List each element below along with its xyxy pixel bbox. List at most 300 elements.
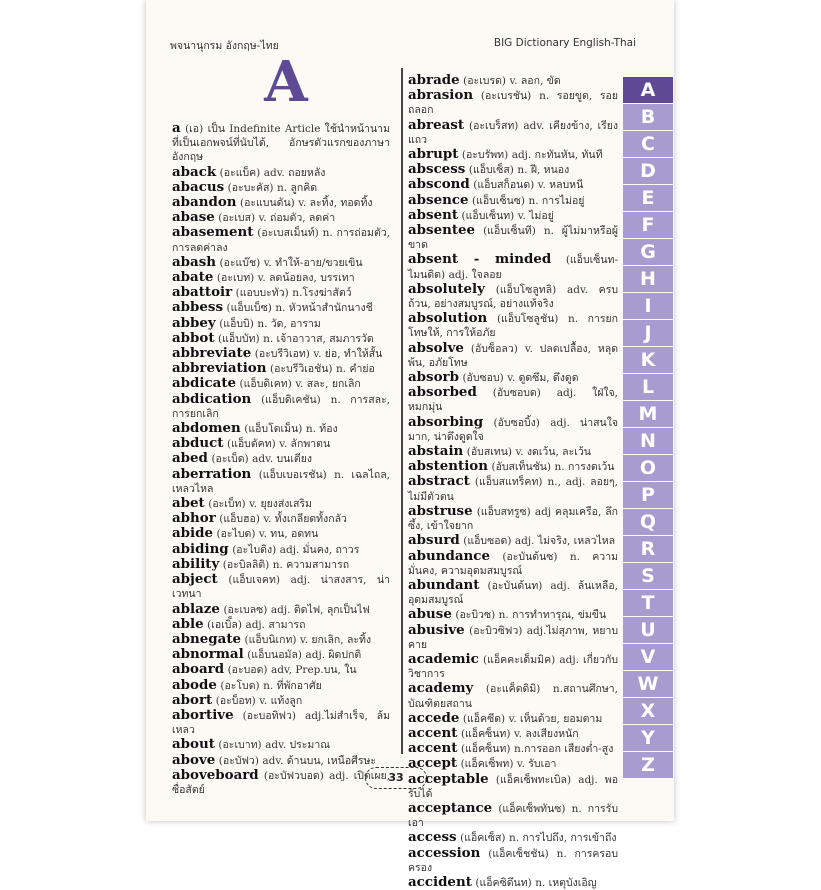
entry-pronunciation: (แอ็บฮอ) [219,513,260,526]
entry-pronunciation: (อะบันด้นท) [487,579,543,592]
dictionary-entry [408,73,618,88]
dictionary-entry [172,693,390,708]
entry-headword: accident [408,873,472,890]
entry-headword: a [172,120,181,136]
entry-definition: n. ผู้ไม่มาหรือผู้ขาด [408,225,618,252]
dictionary-page [146,0,674,890]
dictionary-entry [408,652,618,681]
entry-pronunciation: (แอ็บเซ็ส) [468,164,514,177]
entry-headword: access [408,829,457,846]
entry-headword: abash [172,253,216,270]
entry-pronunciation: (แอ็บดิเคชัน) [261,393,321,406]
dictionary-entry [172,542,390,557]
entry-headword: aboard [172,661,225,678]
entry-definition: v. ย่อ, ทำให้สั้น [313,348,383,361]
dictionary-entry [408,162,618,177]
left-column [172,121,390,797]
entry-headword: absence [408,191,469,208]
entry-definition: n. ที่พักอาศัย [263,679,322,692]
entry-pronunciation: (แอ็บดัคท) [226,438,276,451]
entry-pronunciation: (อะบิวซิฟว) [469,624,523,637]
section-letter: A [264,49,308,115]
dictionary-entry [408,252,618,281]
entry-definition: adj. น่าสนใจมาก, น่าดึงดูดใจ [408,416,618,443]
letter-tab-q: Q [623,509,673,535]
letter-tab-m: M [623,401,673,427]
dictionary-entry [408,846,618,875]
entry-headword: abundance [408,547,490,564]
dictionary-entry [408,444,618,459]
dictionary-entry [172,285,390,300]
entry-pronunciation: (เอเบิ็ล) [207,618,242,631]
entry-definition: adj. เปิดเผย, ซื่อสัตย์ [172,769,391,796]
dictionary-entry [172,121,390,165]
entry-headword: abbreviation [172,360,267,377]
entry-pronunciation: (แอ็คเซ็ส) [460,832,506,845]
entry-definition: adj. กะทันหัน, ทันที [511,149,603,162]
dictionary-entry [408,370,618,385]
entry-headword: abiding [172,540,229,557]
entry-headword: abbey [172,314,216,331]
entry-headword: abnegate [172,630,242,647]
entry-definition: n. การยกโทษให้, การให้อภัย [408,313,619,340]
dictionary-entry [172,180,390,195]
dictionary-entry [172,361,390,376]
letter-tab-l: L [623,374,673,400]
entry-headword: abbot [172,329,215,346]
entry-pronunciation: (อะเบส) [218,212,256,225]
dictionary-entry [172,225,390,254]
entry-headword: accent [408,724,458,741]
dictionary-entry [408,193,618,208]
entry-definition: n. การรับเอา [408,802,618,830]
entry-headword: abstain [408,443,464,460]
entry-pronunciation: (อะบรีวิเอท) [254,348,310,361]
letter-tab-j: J [623,320,673,346]
dictionary-entry [408,177,618,192]
entry-headword: absolve [408,339,464,356]
entry-definition: n. คำย่อ [336,363,375,376]
entry-definition: n. ความมั่นคง, ความอุดมสมบูรณ์ [408,550,619,577]
entry-definition: v. ลอก, ขัด [509,75,561,87]
dictionary-entry [172,451,390,466]
dictionary-entry [408,875,618,890]
entry-definition: adj. ใจลอย [448,268,502,281]
dictionary-entry [172,346,390,361]
letter-tab-y: Y [623,725,673,751]
entry-pronunciation: (แอ็คคะเด็มมิค) [482,653,556,666]
dictionary-entry [408,533,618,548]
entry-headword: about [172,736,215,753]
entry-headword: abuse [408,606,452,623]
entry-headword: accept [408,755,458,772]
entry-headword: absorbed [408,384,477,401]
entry-definition: n. เฉลไถล, เหลวไหล [172,468,391,495]
entry-definition: adj. ไม่จริง, เหลวไหล [514,535,616,548]
entry-pronunciation: (แอ็บโซลูชัน) [496,313,559,326]
entry-definition: n. วัด, อาราม [257,317,321,330]
entry-definition: n. การงดเว้น [554,461,615,474]
entry-headword: abusive [408,621,465,638]
entry-pronunciation: (เอ) [185,123,204,135]
entry-definition: adj. เกี่ยวกับวิชาการ [408,653,618,681]
entry-pronunciation: (แอ็บเซ็นซ) [472,194,525,207]
dictionary-entry [172,572,390,601]
entry-definition: v. ไม่อยู่ [517,209,554,222]
entry-headword: academic [408,650,479,667]
entry-pronunciation: (อะบอด) [227,664,268,677]
entry-headword: abdicate [172,375,237,392]
entry-definition: v. แท้งลูก [259,694,303,707]
entry-headword: abundant [408,576,480,593]
dictionary-entry [172,376,390,391]
entry-pronunciation: (อะแบ๊ช) [219,256,261,269]
dictionary-entry [408,756,618,771]
entry-headword: absentee [408,222,476,239]
entry-definition: n. การครอบครอง [408,847,619,874]
dictionary-entry [408,147,618,162]
entry-headword: abed [172,450,208,467]
entry-pronunciation: (อะแบ็ค) [219,166,261,179]
entry-pronunciation: (อับสเทน) [466,446,513,459]
entry-headword: abhor [172,510,216,527]
dictionary-entry [408,726,618,741]
letter-tab-c: C [623,131,673,157]
entry-headword: abasement [172,224,254,241]
dictionary-entry [172,392,390,421]
header-english-title: BIG Dictionary English-Thai [493,37,636,49]
entry-headword: abandon [172,194,237,211]
entry-definition: n. ท้อง [305,423,338,436]
entry-headword: absent - minded [408,251,552,268]
entry-pronunciation: (อะบรัพท) [461,149,509,162]
dictionary-entry [172,768,390,797]
entry-pronunciation: (อะบรีวิเอชัน) [269,363,333,376]
letter-tab-o: O [623,455,673,481]
entry-definition: v. รับเอา [516,758,557,771]
entry-headword: aback [172,163,217,180]
dictionary-entry [408,681,618,710]
entry-pronunciation: (อะบิวซ) [455,609,496,622]
entry-pronunciation: (แอ็บบัท) [218,332,260,345]
entry-definition: adj คลุมเครือ, ลึกซึ้ง, เข้าใจยาก [408,505,619,533]
right-column [408,73,618,890]
entry-pronunciation: (แอ็คเซ็พท) [460,758,514,771]
dictionary-entry [172,557,390,572]
entry-headword: ablaze [172,600,220,617]
entry-pronunciation: (แอ็บเซ็นท) [461,209,515,222]
dictionary-entry [408,385,618,414]
dictionary-entry [408,607,618,622]
entry-pronunciation: (แอ็บเซ็นที) [483,225,536,238]
dictionary-entry [172,753,390,768]
entry-pronunciation: (อับซ็อลว) [470,342,518,355]
dictionary-entry [408,801,618,830]
entry-headword: abode [172,676,217,693]
entry-headword: aberration [172,465,252,482]
entry-headword: abide [172,525,214,542]
entry-pronunciation: (แอ็บนอมัล) [247,649,302,662]
entry-definition: n. การสละ, การยกเลิก [172,393,391,420]
dictionary-entry [408,772,618,801]
entry-headword: abacus [172,178,225,195]
letter-tab-r: R [623,536,673,562]
entry-definition: adj. ผิดปกติ [305,649,362,662]
entry-headword: abstruse [408,502,473,519]
entry-headword: able [172,615,204,632]
entry-pronunciation: (อะบะคัส) [227,181,274,194]
entry-pronunciation: (อะบัฟวบอด) [263,769,324,782]
dictionary-entry [408,623,618,652]
entry-headword: abort [172,691,213,708]
dictionary-entry [172,496,390,511]
entry-pronunciation: (อะบ็อท) [215,694,256,707]
entry-definition: v. ถ่อมตัว, ลดค่า [258,212,336,225]
entry-pronunciation: (อะบอทิฟว) [242,709,296,722]
entry-headword: abattoir [172,284,233,301]
entry-pronunciation: (แอ็บโซลูทลิ) [495,283,557,296]
dictionary-entry [408,474,618,503]
entry-pronunciation: (อะแค็ดดิมิ) [485,683,541,696]
entry-headword: acceptance [408,799,493,816]
entry-pronunciation: (อะเบาท) [218,739,262,752]
dictionary-entry [408,223,618,252]
entry-definition: adv. ครบถ้วน, อย่างสมบูรณ์, อย่างแท้จริง [408,283,619,311]
alphabet-index-tabs [623,77,673,779]
entry-definition: n. ลูกคิด [277,181,318,194]
dictionary-entry [172,617,390,632]
letter-tab-v: V [623,644,673,670]
entry-pronunciation: (อะเบรด) [463,75,507,87]
dictionary-entry [408,830,618,845]
entry-headword: abbreviate [172,345,252,362]
letter-tab-d: D [623,158,673,184]
entry-headword: acceptable [408,770,489,787]
dictionary-entry [172,647,390,662]
dictionary-entry [172,270,390,285]
letter-tab-a: A [623,77,673,103]
entry-pronunciation: (แอ็บสก็อนด) [473,179,535,192]
entry-definition: adv. ด้านบน, เหนือศีรษะ [262,754,377,767]
entry-headword: abreast [408,116,465,133]
dictionary-entry [408,549,618,578]
letter-tab-s: S [623,563,673,589]
entry-headword: ability [172,555,220,572]
dictionary-entry [408,741,618,756]
entry-definition: v. สละ, ยกเลิก [295,378,361,391]
entry-definition: n. ความสามารถ [272,558,350,571]
entry-definition: v. ดูดซึม, ดึงดูด [507,372,579,385]
entry-pronunciation: (แอ็บสแทร็คท) [474,476,543,489]
entry-definition: adv. ถอยหลัง [263,166,326,179]
entry-definition: n. ฝี, หนอง [517,164,570,177]
entry-definition: n. การถ่อมตัว, การลดค่าลง [172,227,390,254]
letter-tab-k: K [623,347,673,373]
letter-tab-h: H [623,266,673,292]
entry-pronunciation: (อะไบด) [216,528,256,541]
entry-definition: v. เห็นด้วย, ยอมตาม [508,712,603,725]
entry-definition: n.โรงฆ่าสัตว์ [292,287,352,300]
entry-definition: n.การออก เสียงต่ำ-สูง [513,743,614,756]
entry-pronunciation: (แอ็บเซ็นท-ไมนดิด) [408,254,619,281]
dictionary-entry [408,415,618,444]
entry-headword: abate [172,269,214,286]
dictionary-entry [408,711,618,726]
entry-pronunciation: (อับสเท็นชัน) [491,461,552,474]
entry-pronunciation: (แอ็คเซ็ชชัน) [488,847,549,860]
entry-definition: v. ปลดเปลื้อง, หลุดพ้น, อภัยโทษ [408,342,619,369]
entry-pronunciation: (แอ็คเซ็พทะเบิล) [495,773,572,786]
dictionary-entry [172,602,390,617]
letter-tab-x: X [623,698,673,724]
entry-pronunciation: (อะเบลซ) [223,603,268,616]
entry-pronunciation: (อะไบดิง) [232,543,277,556]
entry-pronunciation: (อับซอบด) [492,387,541,400]
entry-headword: abnormal [172,646,244,663]
letter-tab-e: E [623,185,673,211]
entry-pronunciation: (แอ็บซอด) [463,535,512,548]
dictionary-entry [172,737,390,752]
letter-tab-z: Z [623,752,673,778]
dictionary-entry [172,467,390,496]
dictionary-entry [172,678,390,693]
entry-definition: adj. น่าสงสาร, น่าเวทนา [172,574,391,601]
entry-headword: absolutely [408,280,485,297]
entry-definition: adj. พอรับได้ [408,773,618,800]
entry-definition: v. ทั้งเกลียดทั้งกลัว [263,513,347,526]
dictionary-entry [172,662,390,677]
entry-definition: v. งดเว้น, ละเว้น [515,446,591,459]
entry-headword: abstract [408,473,470,490]
entry-definition: n. การไม่อยู่ [528,194,585,207]
entry-definition: adj. ติดไฟ, ลุกเป็นไฟ [270,603,370,616]
page-number: 33 [365,767,427,789]
dictionary-entry [172,511,390,526]
column-divider [401,68,403,754]
entry-pronunciation: (แอ็บสทรูซ) [476,505,531,518]
entry-pronunciation: (อะบันด้นซ) [502,550,558,563]
entry-headword: accent [408,740,458,757]
entry-pronunciation: (แอ็บดิเคท) [239,378,292,391]
entry-headword: abrade [408,72,460,88]
entry-pronunciation: (อับซอบ) [462,372,504,385]
entry-pronunciation: (แอ็คเซ็พทันซ) [498,802,566,815]
entry-definition: n. รอยขูด, รอยถลอก [408,90,619,117]
entry-pronunciation: (อะแบนดัน) [239,197,295,210]
letter-tab-g: G [623,239,673,265]
entry-definition: v. ละทิ้ง, ทอดทิ้ง [298,197,373,210]
entry-headword: accede [408,709,460,726]
entry-headword: abdomen [172,420,241,437]
entry-headword: absorbing [408,413,484,430]
entry-definition: v. หลบหนี [537,179,584,192]
dictionary-entry [172,165,390,180]
entry-pronunciation: (อะบัฟว) [218,754,259,767]
entry-pronunciation: (แอ็บโดเม็น) [244,423,303,436]
entry-headword: abase [172,209,215,226]
entry-pronunciation: (แอ็บเบอเรชัน) [258,468,327,481]
dictionary-entry [172,708,390,737]
entry-definition: v. ลดน้อยลง, บรรเทา [257,272,355,285]
dictionary-entry [408,88,618,117]
entry-definition: adj. ใฝ่ใจ, หมกมุ่น [408,387,619,414]
entry-headword: abscess [408,161,466,178]
dictionary-entry [172,255,390,270]
dictionary-entry [172,210,390,225]
entry-pronunciation: (แอบบะทัว) [235,287,289,300]
entry-definition: adj. สามารถ [245,618,306,631]
dictionary-entry [408,504,618,533]
entry-pronunciation: (อะเบสเม็นท์) [257,227,319,240]
entry-headword: aboveboard [172,766,259,783]
entry-definition: n. เหตุบังเอิญ [535,876,597,889]
entry-pronunciation: (อับซอบิ้ง) [493,416,540,429]
entry-definition: v. ทน, อดทน [258,528,319,541]
entry-definition: adj. มั่นคง, ถาวร [279,543,360,556]
entry-definition: adv. ประมาณ [265,739,330,752]
entry-headword: absent [408,206,459,223]
entry-headword: abet [172,495,205,512]
entry-headword: accession [408,844,481,861]
letter-tab-b: B [623,104,673,130]
dictionary-entry [172,316,390,331]
entry-headword: abortive [172,706,234,723]
entry-pronunciation: (แอ็คซ็นท) [460,727,511,740]
entry-headword: abstention [408,458,488,475]
entry-headword: abduct [172,435,224,452]
entry-headword: abrupt [408,146,459,163]
entry-definition: v. ยุยงส่งเสริม [249,498,312,511]
entry-pronunciation: (อะเบท) [216,272,255,285]
entry-headword: abdication [172,390,252,407]
entry-pronunciation: (แอ็คซ็นท) [460,743,511,756]
dictionary-entry [172,632,390,647]
entry-definition: n. การทำทารุณ, ข่มขืน [498,609,607,622]
entry-definition: v. ลงเสียงหนัก [513,727,579,740]
entry-definition: n. การไปถึง, การเข้าถึง [509,832,617,845]
dictionary-entry [408,208,618,223]
entry-definition: adj. ล้นเหลือ, อุดมสมบูรณ์ [408,579,618,607]
entry-pronunciation: (แอ็คซีด) [462,712,506,725]
letter-tab-w: W [623,671,673,697]
entry-definition: n., adj. ลอยๆ, ไม่มีตัวตน [408,476,619,503]
entry-headword: abrasion [408,87,474,104]
entry-pronunciation: (อะเบร็สท) [469,119,519,132]
entry-definition: n.สถานศึกษา, บัณฑิตยสถาน [408,683,618,710]
entry-headword: above [172,751,216,768]
entry-definition: adv. บนเตียง [252,453,313,466]
entry-definition: n. หัวหน้าสำนักนางชี [275,302,373,315]
entry-pronunciation: (อะเบ็ท) [208,498,246,511]
entry-pronunciation: (อะเบ็ด) [211,453,249,466]
entry-headword: absorb [408,369,459,386]
entry-headword: absolution [408,310,488,327]
letter-tab-p: P [623,482,673,508]
dictionary-entry [172,436,390,451]
entry-pronunciation: (แอ็บเจคท) [228,574,280,587]
letter-tab-t: T [623,590,673,616]
entry-pronunciation: (แอ็คซิดึนท) [475,876,532,889]
letter-tab-i: I [623,293,673,319]
entry-pronunciation: (แอ็บนิเกท) [244,633,297,646]
letter-tab-n: N [623,428,673,454]
entry-headword: academy [408,680,474,697]
dictionary-entry [408,282,618,311]
dictionary-entry [172,421,390,436]
entry-definition: v. ยกเลิก, ละทิ้ง [300,633,372,646]
entry-pronunciation: (อะเบรชัน) [480,90,532,103]
dictionary-entry [408,311,618,340]
